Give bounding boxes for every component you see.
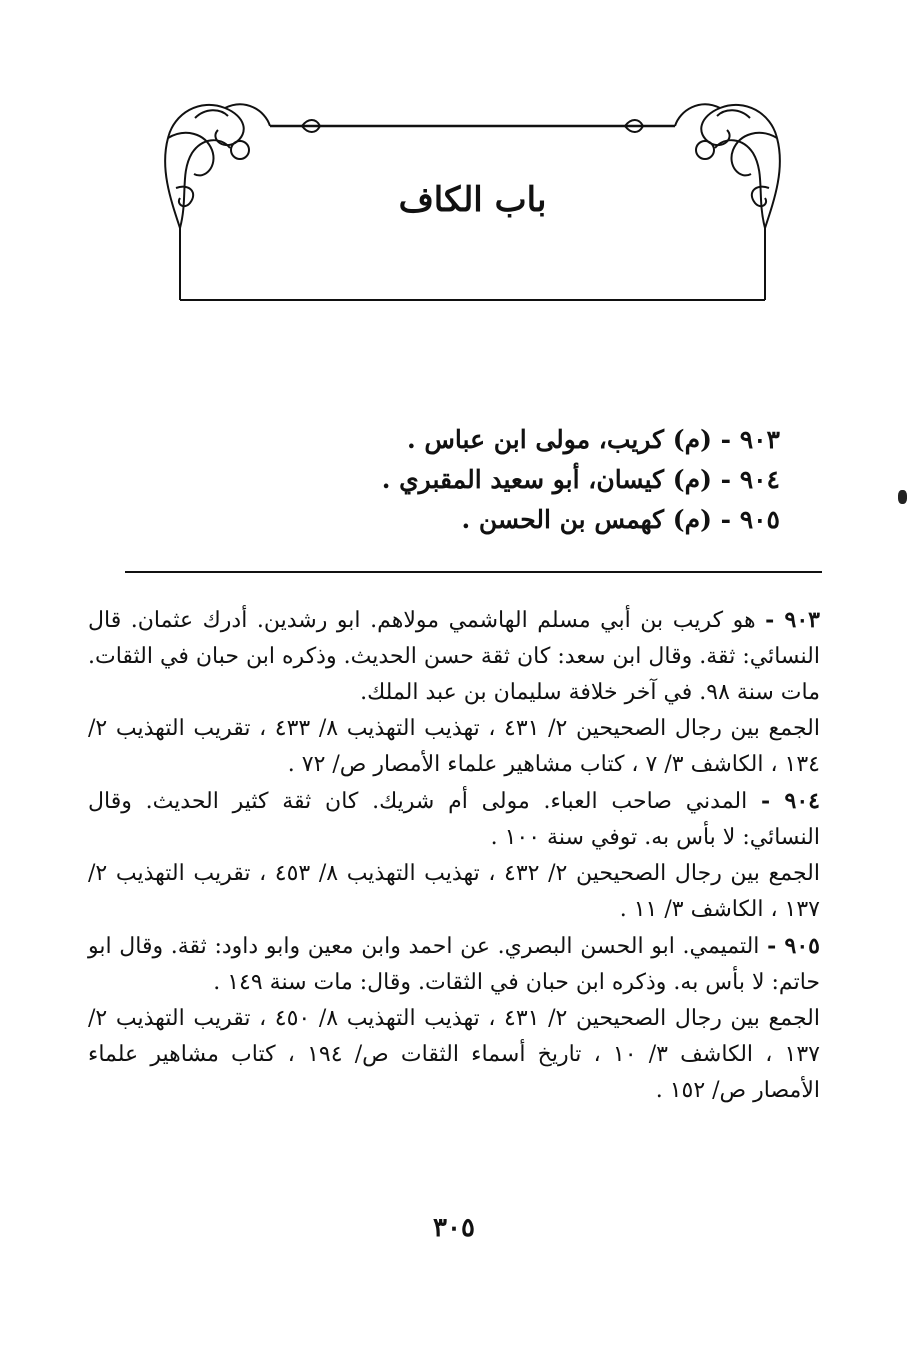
- chapter-title: باب الكاف: [398, 180, 547, 220]
- footnote-text: هو كريب بن أبي مسلم الهاشمي مولاهم. ابو رشدين. أدرك عثمان. قال النسائي: ثقة. وقال ابن سعد: كان ثقة حسن الحديث. وذكره ابن حبان في الثقات. مات سنة ٩٨. في آخر خلافة سليمان بن عبد الملك.: [88, 608, 820, 705]
- footnote-905: [88, 928, 820, 1109]
- footnote-number: ٩٠٤ -: [761, 788, 820, 814]
- footnote-sources: الجمع بين رجال الصحيحين ٢/ ٤٣١ ، تهذيب التهذيب ٨/ ٤٥٠ ، تقريب التهذيب ٢/ ١٣٧ ، الكاشف ٣/ ١٠ ، تاريخ أسماء الثقات ص/ ١٩٤ ، كتاب مشاهير علماء الأمصار ص/ ١٥٢ .: [88, 1006, 820, 1103]
- footnote-number: ٩٠٥ -: [767, 933, 820, 959]
- footnote-904: [88, 783, 820, 928]
- footnotes: [88, 602, 820, 1109]
- footnote-text: المدني صاحب العباء. مولى أم شريك. كان ثقة كثير الحديث. وقال النسائي: لا بأس به. توفي سنة ١٠٠ .: [88, 789, 820, 850]
- footnote-text: التميمي. ابو الحسن البصري. عن احمد وابن معين وابو داود: ثقة. وقال ابو حاتم: لا بأس به. وذكره ابن حبان في الثقات. وقال: مات سنة ١٤٩ .: [88, 934, 820, 995]
- footnote-separator: [125, 571, 822, 573]
- page-number: ٣٠٥: [433, 1213, 475, 1243]
- footnote-sources: الجمع بين رجال الصحيحين ٢/ ٤٣٢ ، تهذيب التهذيب ٨/ ٤٥٣ ، تقريب التهذيب ٢/ ١٣٧ ، الكاشف ٣/ ١١ .: [88, 861, 820, 922]
- entry-905: ٩٠٥ - (م) كهمس بن الحسن .: [461, 505, 780, 534]
- margin-mark: [898, 490, 907, 504]
- footnote-903: [88, 602, 820, 783]
- entry-903: ٩٠٣ - (م) كريب، مولى ابن عباس .: [407, 425, 780, 454]
- entry-904: ٩٠٤ - (م) كيسان، أبو سعيد المقبري .: [381, 465, 780, 494]
- footnote-sources: الجمع بين رجال الصحيحين ٢/ ٤٣١ ، تهذيب التهذيب ٨/ ٤٣٣ ، تقريب التهذيب ٢/ ١٣٤ ، الكاشف ٣/ ٧ ، كتاب مشاهير علماء الأمصار ص/ ٧٢ .: [88, 716, 820, 777]
- chapter-entries-list: [220, 420, 780, 540]
- footnote-number: ٩٠٣ -: [765, 607, 820, 633]
